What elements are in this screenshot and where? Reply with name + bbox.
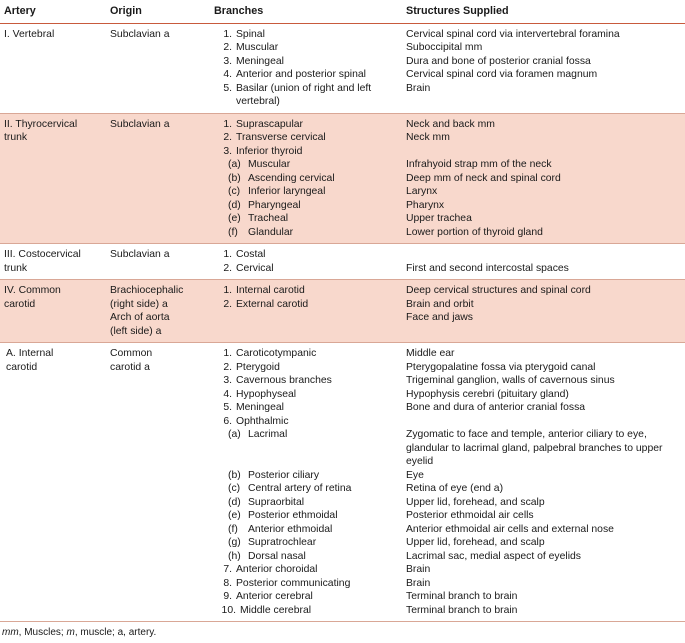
branch-item: [214, 550, 398, 564]
branch-item: [214, 590, 398, 604]
branch-name: Tracheal: [248, 213, 289, 224]
structure-supplied: Face and jaws: [406, 312, 473, 323]
branch-number: 3.: [223, 375, 232, 386]
branch-item: [214, 347, 398, 361]
branch-name: Posterior ciliary: [248, 469, 320, 481]
structure-supplied: Brain: [406, 577, 431, 589]
branch-name: Muscular: [236, 42, 279, 53]
branch-number: (d): [228, 199, 241, 211]
origin-cell: [106, 23, 210, 113]
branch-number: (b): [228, 172, 241, 184]
branch-item: [214, 199, 398, 213]
branch-item: [214, 212, 398, 226]
branch-item: [214, 55, 398, 69]
branch-item: [214, 536, 398, 550]
artery-name: III. Costocervical: [4, 249, 81, 260]
branch-number: 2.: [223, 262, 232, 274]
branch-item: [214, 482, 398, 496]
branch-number: 4.: [223, 388, 232, 400]
header-origin: Origin: [106, 0, 210, 23]
branch-number: (f): [228, 523, 238, 535]
branch-name: Supraorbital: [248, 496, 305, 508]
branch-number: 2.: [223, 42, 232, 53]
branch-number: 1.: [223, 285, 232, 296]
table-row: [0, 343, 685, 622]
branches-cell: [210, 23, 402, 113]
branch-number: (a): [228, 429, 241, 440]
branch-item: [214, 523, 398, 537]
branch-item: [214, 361, 398, 375]
branch-number: (c): [228, 483, 241, 494]
branch-number: 9.: [223, 591, 232, 602]
table-body: [0, 23, 685, 622]
branch-name: Hypophyseal: [236, 388, 297, 400]
structures-cell: [402, 244, 685, 280]
branch-item: [214, 284, 398, 298]
structure-supplied: Hypophysis cerebri (pituitary gland): [406, 388, 569, 400]
origin-text: (right side) a: [110, 298, 168, 310]
artery-name: I. Vertebral: [4, 28, 55, 40]
branch-name: Caroticotympanic: [236, 348, 317, 359]
structure-supplied: Pterygopalatine fossa via pterygoid canal: [406, 361, 596, 373]
branch-name: Suprascapular: [236, 118, 304, 130]
branch-name: Anterior cerebral: [236, 591, 313, 602]
branch-item: [214, 68, 398, 82]
header-branches: Branches: [210, 0, 402, 23]
header-artery: Artery: [0, 0, 106, 23]
branch-name: Anterior and posterior spinal: [236, 69, 366, 80]
branch-number: 3.: [223, 55, 232, 67]
artery-cell: [0, 23, 106, 113]
branch-item: [214, 509, 398, 523]
branch-item: [214, 388, 398, 402]
branch-name: Glandular: [248, 226, 294, 238]
branch-number: (h): [228, 550, 241, 562]
branch-number: 6.: [223, 415, 232, 427]
artery-name: carotid: [4, 298, 36, 310]
structure-supplied: Deep mm of neck and spinal cord: [406, 172, 561, 184]
table-row: [0, 280, 685, 343]
spacer: [214, 442, 398, 456]
branch-item: [214, 95, 398, 109]
structure-supplied: Neck mm: [406, 132, 450, 143]
branch-item: [214, 563, 398, 577]
branch-name: Posterior ethmoidal: [248, 510, 338, 521]
branch-item: [214, 145, 398, 159]
structure-supplied: Trigeminal ganglion, walls of cavernous sinus: [406, 375, 615, 386]
artery-name: trunk: [4, 262, 28, 274]
structures-cell: [402, 280, 685, 343]
branch-name: Cavernous branches: [236, 375, 332, 386]
branch-item: [214, 311, 398, 325]
branch-item: [214, 185, 398, 199]
origin-cell: [106, 280, 210, 343]
origin-text: Subclavian a: [110, 118, 170, 130]
structure-supplied: Brain: [406, 564, 431, 575]
branch-name: vertebral): [236, 96, 280, 107]
structure-supplied: Upper lid, forehead, and scalp: [406, 537, 545, 548]
footnote: [0, 622, 685, 640]
branches-cell: [210, 280, 402, 343]
origin-text: Subclavian a: [110, 249, 170, 260]
structure-supplied: Terminal branch to brain: [406, 591, 518, 602]
structure-supplied: [406, 248, 681, 262]
structure-supplied: [406, 95, 681, 109]
branch-name: Internal carotid: [236, 285, 305, 296]
table-row: [0, 113, 685, 244]
table-row: [0, 23, 685, 113]
origin-text: Arch of aorta: [110, 312, 170, 323]
branch-name: Central artery of retina: [248, 483, 352, 494]
branch-number: 8.: [223, 577, 232, 589]
branch-number: (e): [228, 510, 241, 521]
structure-supplied: Cervical spinal cord via intervertebral foramina: [406, 28, 620, 40]
branch-number: 1.: [223, 118, 232, 130]
structure-supplied: Anterior ethmoidal air cells and external nose: [406, 523, 614, 535]
branch-name: Meningeal: [236, 55, 284, 67]
branch-name: Basilar (union of right and left: [236, 82, 372, 94]
branch-item: [214, 262, 398, 276]
branch-item: [214, 28, 398, 42]
structure-supplied: Eye: [406, 469, 424, 481]
structure-supplied: Cervical spinal cord via foramen magnum: [406, 69, 598, 80]
origin-text: Subclavian a: [110, 28, 170, 40]
branch-number: 4.: [223, 69, 232, 80]
structures-cell: [402, 113, 685, 244]
branch-name: Transverse cervical: [236, 132, 326, 143]
structure-supplied: Upper trachea: [406, 213, 472, 224]
branch-item: [214, 401, 398, 415]
branch-item: [214, 374, 398, 388]
branch-name: Pterygoid: [236, 361, 280, 373]
branch-item: [214, 131, 398, 145]
branch-number: 1.: [223, 28, 232, 40]
origin-cell: [106, 113, 210, 244]
branch-name: Middle cerebral: [240, 604, 312, 616]
structure-supplied: Dura and bone of posterior cranial fossa: [406, 55, 591, 67]
artery-cell: [0, 343, 106, 622]
structure-supplied: [406, 145, 681, 159]
branch-item: [214, 496, 398, 510]
branch-number: 1.: [223, 249, 232, 260]
structure-supplied: Middle ear: [406, 348, 455, 359]
branch-number: 2.: [223, 361, 232, 373]
branch-name: Lacrimal: [248, 429, 288, 440]
branch-item: [214, 118, 398, 132]
origin-text: (left side) a: [110, 325, 162, 337]
structure-supplied: Pharynx: [406, 199, 445, 211]
artery-name: carotid: [6, 361, 38, 373]
artery-cell: [0, 113, 106, 244]
branch-number: (c): [228, 186, 241, 197]
branch-item: [214, 428, 398, 442]
structure-supplied: First and second intercostal spaces: [406, 262, 569, 274]
branch-name: Meningeal: [236, 402, 284, 413]
structure-supplied: Suboccipital mm: [406, 42, 483, 53]
origin-text: Common: [110, 348, 153, 359]
branches-cell: [210, 244, 402, 280]
branch-number: 2.: [223, 298, 232, 310]
branches-cell: [210, 343, 402, 622]
structure-supplied: Terminal branch to brain: [406, 604, 518, 616]
origin-cell: [106, 244, 210, 280]
branch-item: [214, 82, 398, 96]
artery-cell: [0, 280, 106, 343]
footnote-text: , Muscles;: [18, 627, 67, 638]
branch-name: Inferior laryngeal: [248, 186, 326, 197]
structure-supplied: Brain: [406, 82, 431, 94]
structure-supplied: Larynx: [406, 186, 438, 197]
branch-number: (d): [228, 496, 241, 508]
branch-name: Muscular: [248, 159, 291, 170]
structure-supplied: Retina of eye (end a): [406, 483, 504, 494]
footnote-text: m: [66, 627, 75, 638]
branch-item: [214, 577, 398, 591]
header-row: [0, 0, 685, 23]
branch-number: 5.: [223, 82, 232, 94]
structure-supplied: Lacrimal sac, medial aspect of eyelids: [406, 550, 581, 562]
origin-text: Brachiocephalic: [110, 285, 184, 296]
structure-supplied: Upper lid, forehead, and scalp: [406, 496, 545, 508]
branch-item: [214, 415, 398, 429]
branch-item: [214, 41, 398, 55]
branch-name: Ascending cervical: [248, 172, 335, 184]
structure-supplied: Lower portion of thyroid gland: [406, 226, 543, 238]
branch-number: (g): [228, 537, 241, 548]
branch-name: Anterior ethmoidal: [248, 523, 333, 535]
branch-number: 10.: [221, 604, 236, 616]
structures-cell: [402, 23, 685, 113]
artery-cell: [0, 244, 106, 280]
branch-name: Costal: [236, 249, 266, 260]
branch-item: [214, 469, 398, 483]
branch-number: 1.: [223, 348, 232, 359]
table-row: [0, 244, 685, 280]
artery-name: A. Internal: [6, 348, 54, 359]
branch-item: [214, 226, 398, 240]
branch-name: Inferior thyroid: [236, 145, 303, 157]
branch-name: Anterior choroidal: [236, 564, 318, 575]
branch-number: (b): [228, 469, 241, 481]
branch-name: Posterior communicating: [236, 577, 351, 589]
branches-cell: [210, 113, 402, 244]
branch-item: [214, 248, 398, 262]
branch-name: Spinal: [236, 28, 265, 40]
origin-cell: [106, 343, 210, 622]
header-structures: Structures Supplied: [402, 0, 685, 23]
structure-supplied: Brain and orbit: [406, 298, 474, 310]
branch-name: External carotid: [236, 298, 309, 310]
spacer: [214, 455, 398, 469]
branch-number: (e): [228, 213, 241, 224]
branch-item: [214, 604, 398, 618]
artery-name: II. Thyrocervical: [4, 118, 78, 130]
branch-item: [214, 172, 398, 186]
branch-name: Dorsal nasal: [248, 550, 306, 562]
branch-item: [214, 158, 398, 172]
structures-cell: [402, 343, 685, 622]
origin-text: carotid a: [110, 361, 150, 373]
structure-supplied: [406, 415, 681, 429]
structure-supplied: Zygomatic to face and temple, anterior ciliary to eye, glandular to lacrimal gland, palpebral branches to upper eyelid: [406, 429, 663, 467]
branch-number: 3.: [223, 145, 232, 157]
artery-name: trunk: [4, 132, 28, 143]
branch-name: Pharyngeal: [248, 199, 301, 211]
structure-supplied: Bone and dura of anterior cranial fossa: [406, 402, 586, 413]
artery-name: IV. Common: [4, 285, 61, 296]
branch-name: Supratrochlear: [248, 537, 317, 548]
branch-item: [214, 298, 398, 312]
branch-number: (f): [228, 226, 238, 238]
structure-supplied: Deep cervical structures and spinal cord: [406, 285, 591, 296]
structure-supplied: Posterior ethmoidal air cells: [406, 510, 534, 521]
branch-number: 5.: [223, 402, 232, 413]
structure-supplied: Infrahyoid strap mm of the neck: [406, 159, 552, 170]
branch-number: 7.: [223, 564, 232, 575]
branch-name: Ophthalmic: [236, 415, 289, 427]
footnote-text: , muscle; a, artery.: [74, 627, 157, 638]
structure-supplied: Neck and back mm: [406, 118, 495, 130]
branch-name: Cervical: [236, 262, 274, 274]
branch-number: (a): [228, 159, 241, 170]
branch-number: 2.: [223, 132, 232, 143]
footnote-text: mm: [2, 627, 19, 638]
